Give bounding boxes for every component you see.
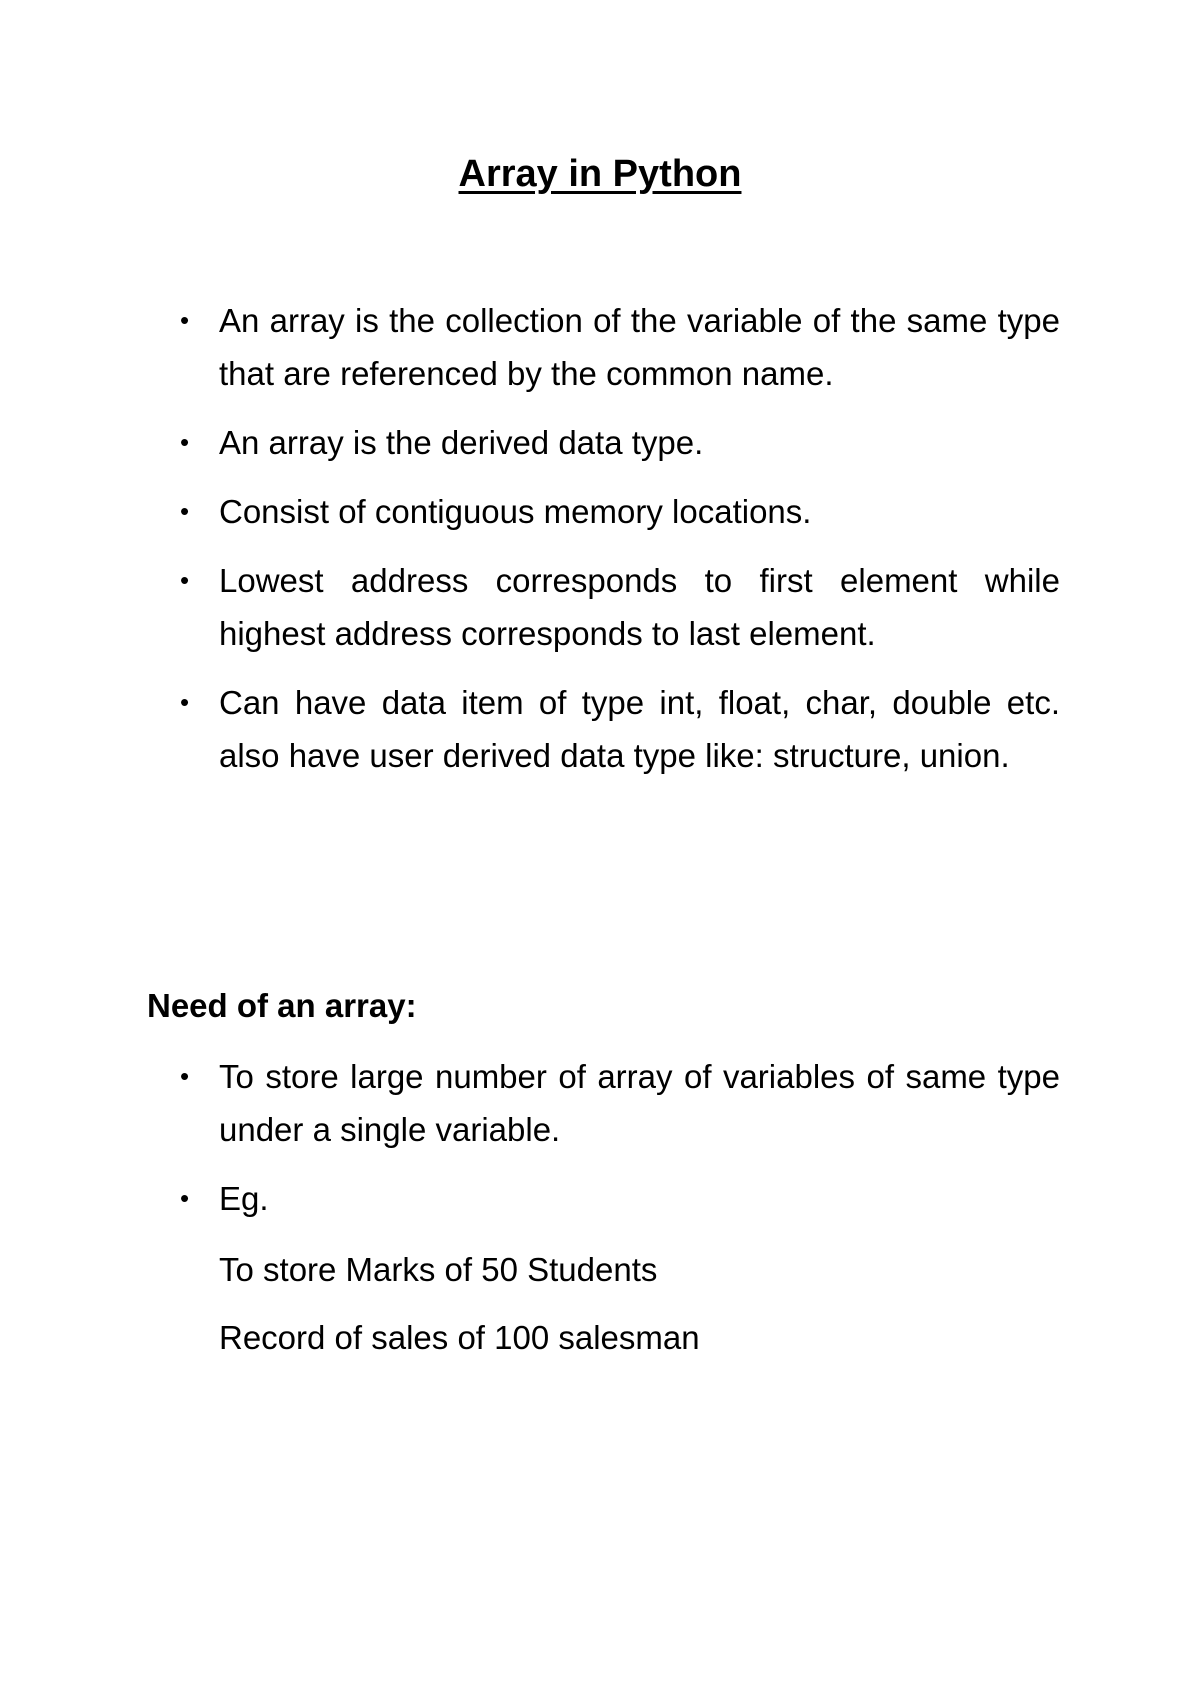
bullet-icon: • bbox=[180, 305, 190, 335]
list-item-text: An array is the collection of the variable of the same type that are referenced by the common name. bbox=[219, 302, 1060, 392]
list-item-text: An array is the derived data type. bbox=[219, 424, 704, 461]
list-item-text: To store large number of array of variables of same type under a single variable. bbox=[219, 1058, 1060, 1148]
bullet-icon: • bbox=[180, 565, 190, 595]
list-item bbox=[180, 416, 1060, 469]
list-item-text: Consist of contiguous memory locations. bbox=[219, 493, 812, 530]
bullet-icon: • bbox=[180, 427, 190, 457]
list-item bbox=[180, 485, 1060, 538]
intro-bullet-list bbox=[180, 294, 1060, 798]
need-bullet-list bbox=[180, 1050, 1060, 1241]
bullet-icon: • bbox=[180, 687, 190, 717]
need-heading: Need of an array: bbox=[147, 987, 417, 1024]
list-item bbox=[180, 294, 1060, 400]
bullet-icon: • bbox=[180, 496, 190, 526]
list-item-text: Lowest address corresponds to first element while highest address corresponds to last element. bbox=[219, 562, 1060, 652]
list-item-text: Can have data item of type int, float, char, double etc. also have user derived data type like: structure, union. bbox=[219, 684, 1060, 774]
list-item bbox=[180, 1172, 1060, 1225]
example-line: Record of sales of 100 salesman bbox=[219, 1319, 700, 1356]
example-line: To store Marks of 50 Students bbox=[219, 1251, 658, 1288]
list-item bbox=[180, 1050, 1060, 1156]
bullet-icon: • bbox=[180, 1183, 190, 1213]
list-item bbox=[180, 554, 1060, 660]
list-item bbox=[180, 676, 1060, 782]
list-item-text: Eg. bbox=[219, 1180, 269, 1217]
page-title: Array in Python bbox=[458, 153, 742, 195]
bullet-icon: • bbox=[180, 1061, 190, 1091]
